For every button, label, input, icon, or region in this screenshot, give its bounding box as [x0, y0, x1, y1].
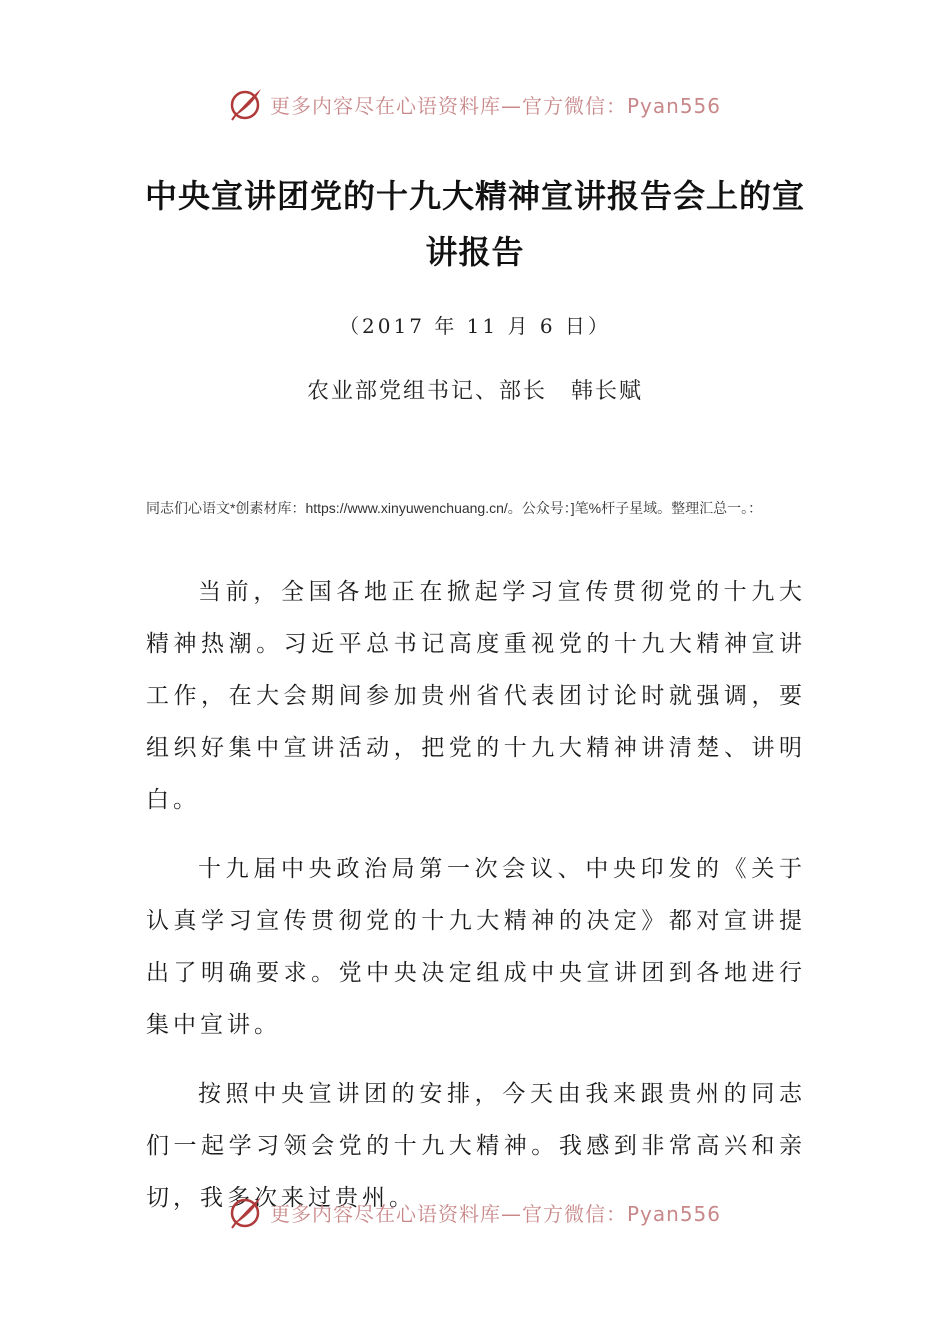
watermark-text: 更多内容尽在心语资料库—官方微信：Pyan556	[270, 1201, 722, 1226]
quill-logo-icon	[228, 86, 264, 122]
watermark-header	[228, 84, 721, 124]
body-paragraph: 十九届中央政治局第一次会议、中央印发的《关于认真学习宣传贯彻党的十九大精神的决定》都对宣讲提出了明确要求。党中央决定组成中央宣讲团到各地进行集中宣讲。	[146, 856, 806, 1038]
quill-logo-icon	[228, 1194, 264, 1230]
document-author: 农业部党组书记、部长 韩长赋	[306, 379, 643, 404]
watermark-footer	[228, 1192, 721, 1232]
source-note: 同志们心语文*创素材库：https://www.xinyuwenchuang.cn/。公众号：]笔%杆子星域。整理汇总一。：	[146, 500, 763, 516]
body-paragraph: 按照中央宣讲团的安排，今天由我来跟贵州的同志们一起学习领会党的十九大精神。我感到非常高兴和亲切，我多次来过贵州。	[146, 1081, 806, 1211]
document-body	[146, 566, 806, 1241]
body-paragraph: 当前，全国各地正在掀起学习宣传贯彻党的十九大精神热潮。习近平总书记高度重视党的十九大精神宣讲工作，在大会期间参加贵州省代表团讨论时就强调，要组织好集中宣讲活动，把党的十九大精神讲清楚、讲明白。	[146, 579, 806, 813]
watermark-text: 更多内容尽在心语资料库—官方微信：Pyan556	[270, 93, 722, 118]
page-title: 中央宣讲团党的十九大精神宣讲报告会上的宣讲报告	[144, 177, 805, 271]
document-date: （2017 年 11 月 6 日）	[339, 314, 611, 338]
